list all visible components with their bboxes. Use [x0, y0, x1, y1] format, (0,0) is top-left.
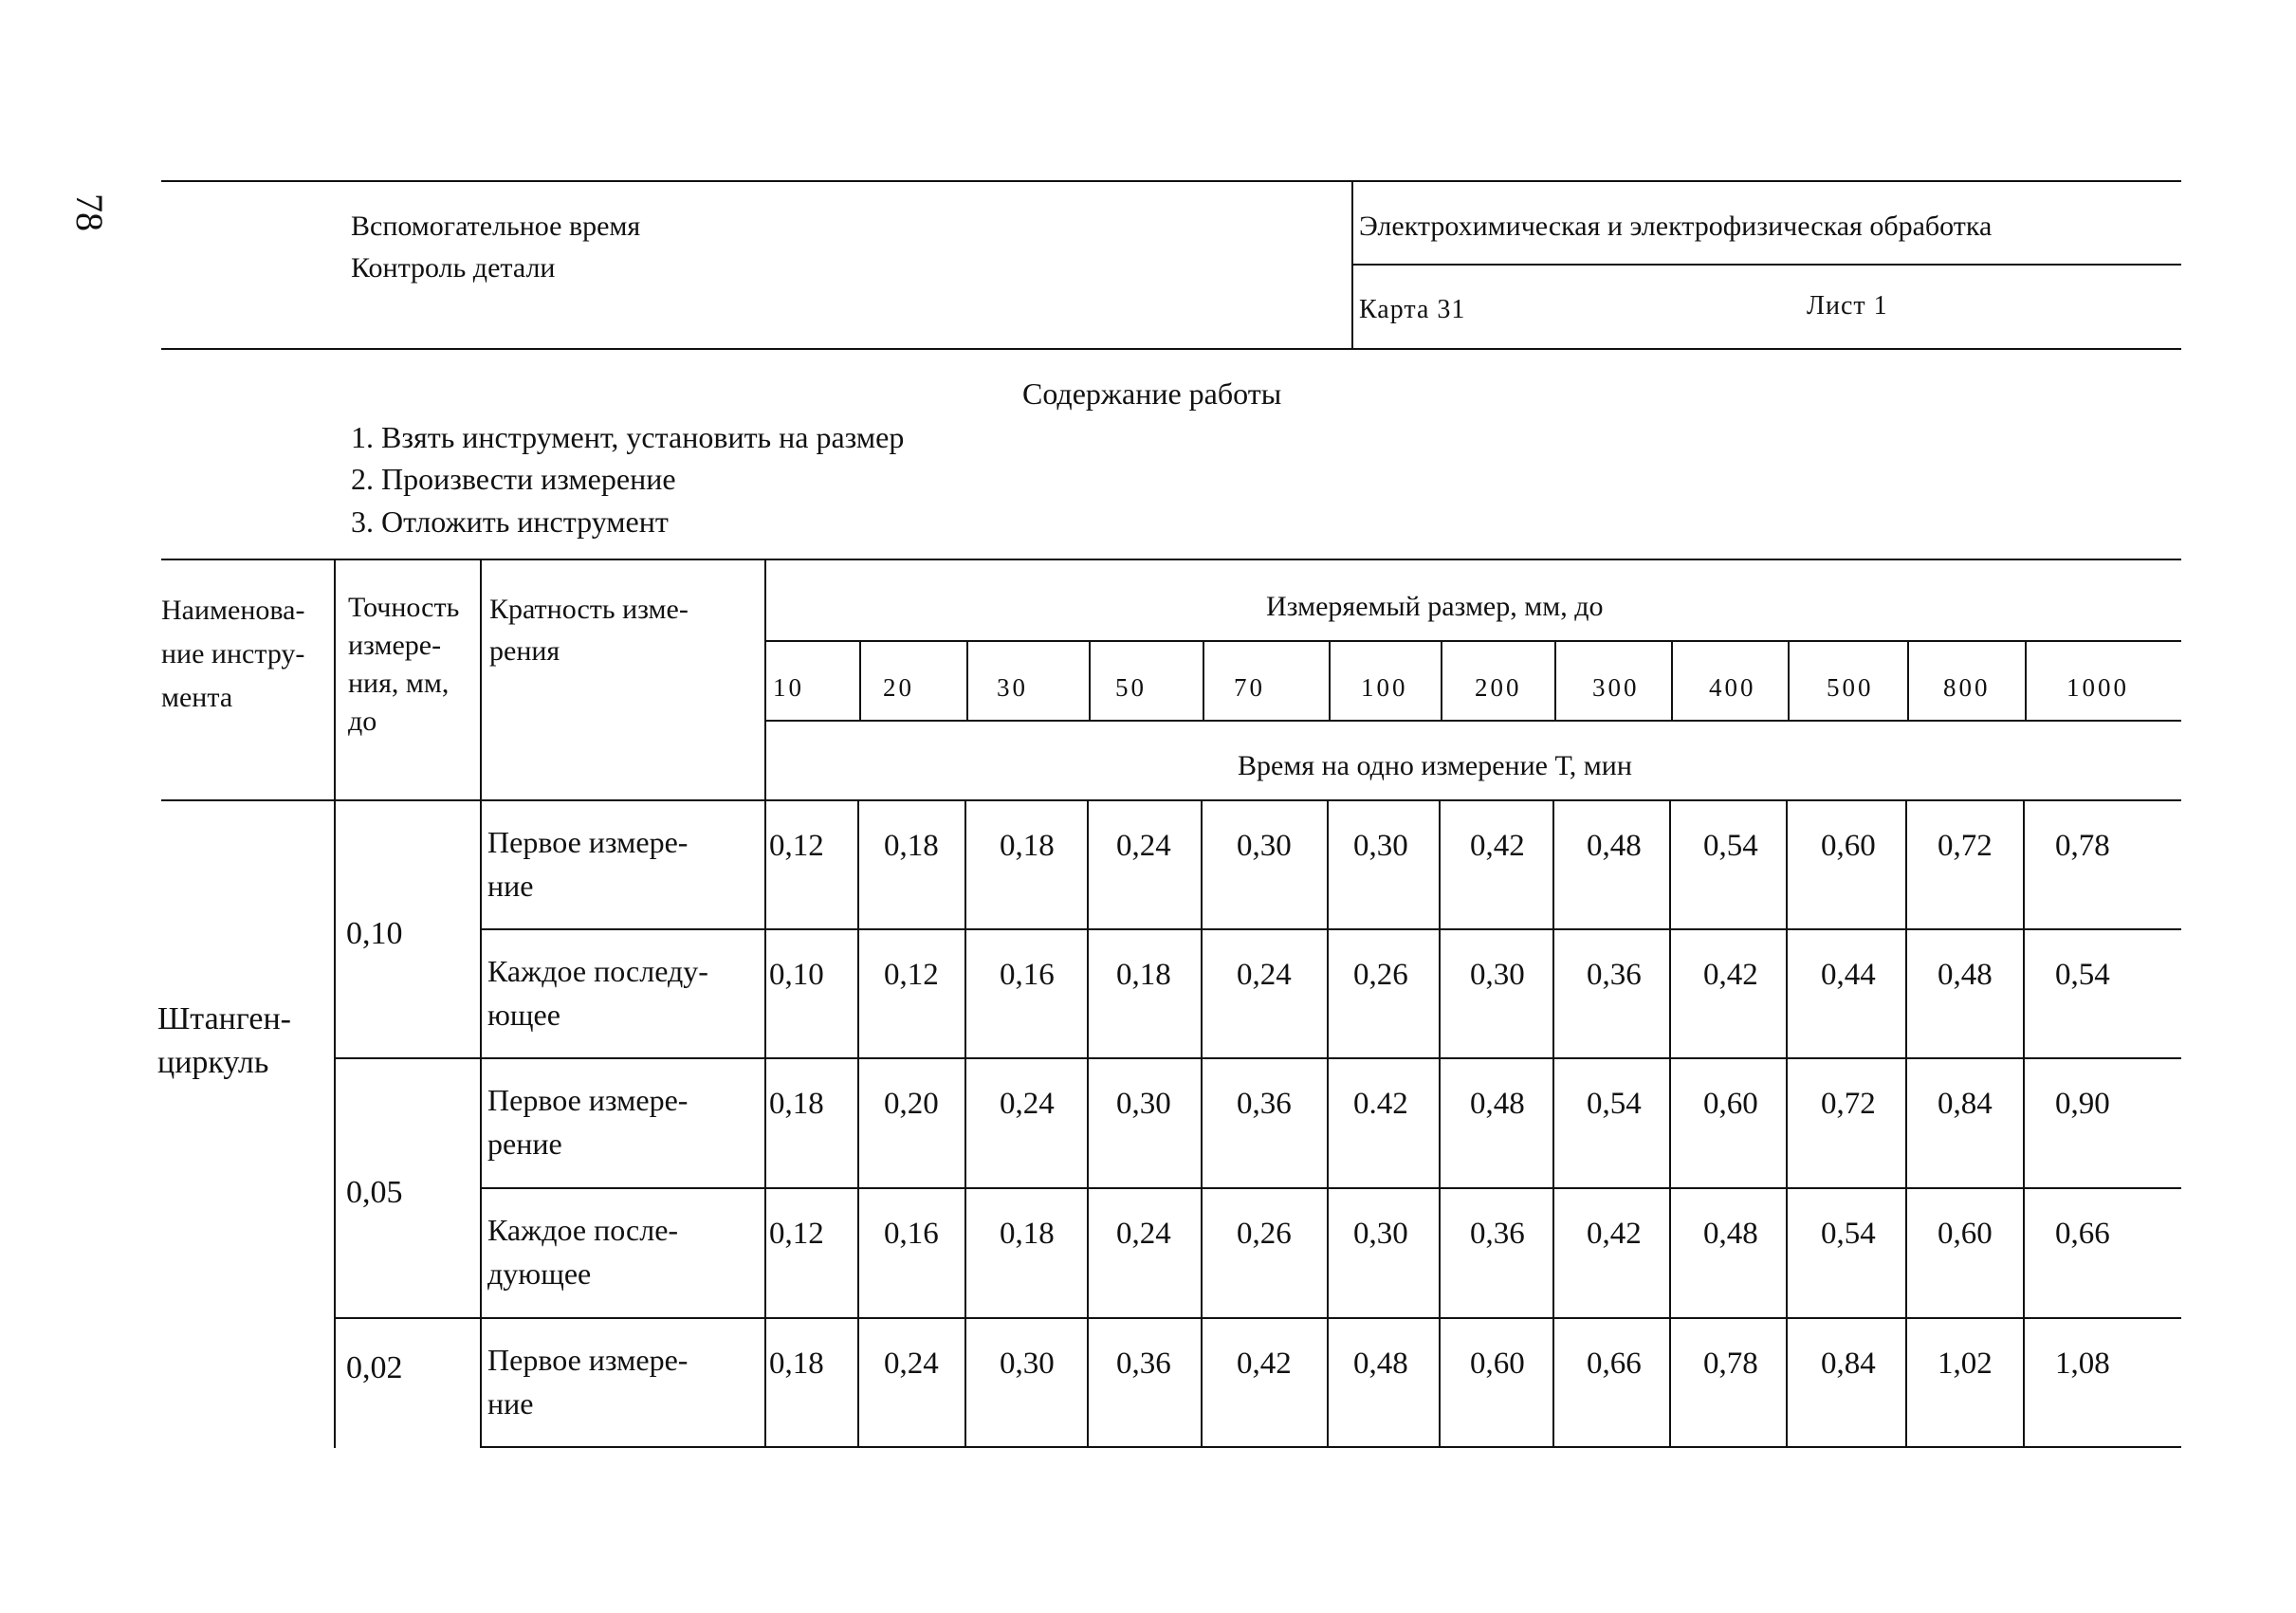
value-col-divider	[1552, 799, 1554, 930]
size-label: 20	[883, 673, 914, 702]
value-col-divider	[1439, 1057, 1441, 1188]
time-value: 0,24	[1000, 1087, 1055, 1121]
time-header: Время на одно измерение Т, мин	[1238, 750, 1632, 781]
table-header-bottom-rule	[161, 799, 2181, 801]
size-label: 300	[1592, 673, 1640, 702]
size-label: 1000	[2066, 673, 2129, 702]
value-col-divider	[1905, 1057, 1907, 1188]
value-col-divider	[1201, 799, 1203, 930]
time-value: 0,48	[1587, 829, 1642, 863]
value-col-divider	[1087, 799, 1089, 930]
time-value: 0,72	[1938, 829, 1993, 863]
size-col-divider	[1788, 640, 1790, 722]
time-value: 0,36	[1237, 1087, 1292, 1121]
size-col-divider	[966, 640, 968, 722]
col-header-multiplicity: Кратность изме- рения	[489, 594, 689, 667]
time-value: 0,42	[1470, 829, 1525, 863]
time-value: 0,66	[2055, 1217, 2110, 1251]
size-label: 800	[1943, 673, 1991, 702]
time-value: 0,26	[1237, 1217, 1292, 1251]
header-divider	[1351, 180, 1353, 350]
time-value: 0,48	[1938, 958, 1993, 992]
time-value: 0,36	[1470, 1217, 1525, 1251]
precision-0-05: 0,05	[346, 1175, 403, 1210]
row-label: Каждое после- дующее	[487, 1213, 679, 1291]
value-col-divider	[1786, 1317, 1788, 1448]
time-value: 0,54	[1587, 1087, 1642, 1121]
value-col-divider	[1201, 928, 1203, 1059]
col-header-tool: Наименова- ние инстру- мента	[161, 595, 305, 713]
time-value: 0,54	[1703, 829, 1758, 863]
value-col-divider	[857, 1187, 859, 1318]
time-value: 0,30	[1470, 958, 1525, 992]
page-number: 78	[68, 193, 111, 231]
value-col-divider	[1201, 1057, 1203, 1188]
work-content-title: Содержание работы	[1022, 376, 1282, 411]
value-col-divider	[1552, 1317, 1554, 1448]
value-col-divider	[2023, 1317, 2025, 1448]
sizes-top-rule	[766, 640, 2181, 642]
size-label: 70	[1234, 673, 1265, 702]
value-col-divider	[1905, 928, 1907, 1059]
time-value: 0,26	[1353, 958, 1408, 992]
size-col-divider	[1554, 640, 1556, 722]
size-col-divider	[1441, 640, 1442, 722]
work-step-1: 1. Взять инструмент, установить на размер	[351, 420, 905, 454]
time-value: 0,36	[1116, 1347, 1171, 1381]
header-section-title: Электрохимическая и электрофизическая обработка	[1359, 211, 1993, 242]
value-col-divider	[1552, 1187, 1554, 1318]
time-value: 0,90	[2055, 1087, 2110, 1121]
time-value: 0,10	[769, 958, 824, 992]
time-value: 0,18	[769, 1347, 824, 1381]
value-col-divider	[2023, 1057, 2025, 1188]
time-value: 0,78	[1703, 1347, 1758, 1381]
time-value: 0,12	[769, 829, 824, 863]
size-col-divider	[2025, 640, 2027, 722]
value-col-divider	[1669, 928, 1671, 1059]
value-col-divider	[1905, 1317, 1907, 1448]
time-value: 0,12	[769, 1217, 824, 1251]
value-col-divider	[1439, 799, 1441, 930]
time-value: 0,30	[1116, 1087, 1171, 1121]
value-col-divider	[1087, 1317, 1089, 1448]
size-label: 10	[773, 673, 804, 702]
time-value: 0,18	[1000, 1217, 1055, 1251]
time-value: 0,16	[1000, 958, 1055, 992]
row-label: Первое измере- рение	[487, 1083, 689, 1161]
row-label: Первое измере- ние	[487, 825, 689, 903]
table-bottom-rule	[482, 1446, 2181, 1448]
precision-0-02: 0,02	[346, 1350, 403, 1385]
value-col-divider	[1786, 1187, 1788, 1318]
value-col-divider	[2023, 799, 2025, 930]
value-col-divider	[2023, 928, 2025, 1059]
value-col-divider	[1201, 1317, 1203, 1448]
value-col-divider	[1087, 1187, 1089, 1318]
size-col-divider	[1329, 640, 1331, 722]
size-label: 200	[1475, 673, 1522, 702]
time-value: 0,30	[1237, 829, 1292, 863]
work-step-3: 3. Отложить инструмент	[351, 504, 669, 539]
value-col-divider	[964, 799, 966, 930]
value-col-divider	[1669, 1187, 1671, 1318]
value-col-divider	[1905, 1187, 1907, 1318]
time-value: 0,60	[1821, 829, 1876, 863]
header-top-rule	[161, 180, 2181, 182]
value-col-divider	[1669, 799, 1671, 930]
work-step-2: 2. Произвести измерение	[351, 462, 676, 496]
size-label: 100	[1361, 673, 1408, 702]
time-value: 0.42	[1353, 1087, 1408, 1121]
time-value: 0,18	[1000, 829, 1055, 863]
time-value: 0,84	[1938, 1087, 1993, 1121]
value-col-divider	[1201, 1187, 1203, 1318]
time-value: 0,18	[884, 829, 939, 863]
time-value: 0,24	[1237, 958, 1292, 992]
value-col-divider	[2023, 1187, 2025, 1318]
value-col-divider	[964, 1187, 966, 1318]
value-col-divider	[1327, 799, 1329, 930]
value-col-divider	[857, 799, 859, 930]
time-value: 0,16	[884, 1217, 939, 1251]
time-value: 0,66	[1587, 1347, 1642, 1381]
size-label: 30	[997, 673, 1028, 702]
size-col-divider	[1671, 640, 1673, 722]
value-col-divider	[857, 1057, 859, 1188]
time-value: 0,72	[1821, 1087, 1876, 1121]
header-card-number: Карта 31	[1359, 295, 1466, 324]
row-label: Каждое последу- ющее	[487, 954, 708, 1032]
value-col-divider	[1905, 799, 1907, 930]
value-col-divider	[1786, 928, 1788, 1059]
value-col-divider	[1786, 1057, 1788, 1188]
time-value: 0,30	[1000, 1347, 1055, 1381]
value-col-divider	[1552, 928, 1554, 1059]
value-col-divider	[1087, 1057, 1089, 1188]
value-col-divider	[1327, 1317, 1329, 1448]
col-header-precision: Точность измере- ния, мм, до	[348, 592, 460, 737]
size-col-divider	[1089, 640, 1091, 722]
time-value: 1,08	[2055, 1347, 2110, 1381]
time-value: 0,60	[1703, 1087, 1758, 1121]
value-col-divider	[1327, 1057, 1329, 1188]
time-value: 0,24	[884, 1347, 939, 1381]
tool-name: Штанген- циркуль	[157, 1001, 291, 1080]
table-top-rule	[161, 559, 2181, 560]
time-value: 0,42	[1237, 1347, 1292, 1381]
size-label: 50	[1115, 673, 1147, 702]
value-col-divider	[1786, 799, 1788, 930]
value-col-divider	[1552, 1057, 1554, 1188]
header-left-line1: Вспомогательное время	[351, 211, 641, 242]
value-col-divider	[857, 928, 859, 1059]
time-value: 0,30	[1353, 1217, 1408, 1251]
row3-bottom-rule	[482, 1187, 2181, 1189]
time-value: 0,54	[2055, 958, 2110, 992]
value-col-divider	[964, 1317, 966, 1448]
value-col-divider	[1439, 928, 1441, 1059]
time-value: 0,60	[1470, 1347, 1525, 1381]
size-label: 500	[1827, 673, 1874, 702]
time-value: 0,42	[1703, 958, 1758, 992]
value-col-divider	[1087, 928, 1089, 1059]
time-value: 0,78	[2055, 829, 2110, 863]
header-left-line2: Контроль детали	[351, 252, 556, 284]
time-value: 0,24	[1116, 829, 1171, 863]
size-col-divider	[859, 640, 861, 722]
time-value: 0,60	[1938, 1217, 1993, 1251]
time-value: 0,84	[1821, 1347, 1876, 1381]
time-value: 0,48	[1470, 1087, 1525, 1121]
time-value: 0,42	[1587, 1217, 1642, 1251]
time-value: 0,54	[1821, 1217, 1876, 1251]
value-col-divider	[1327, 928, 1329, 1059]
size-label: 400	[1709, 673, 1756, 702]
size-col-divider	[1203, 640, 1204, 722]
value-col-divider	[1327, 1187, 1329, 1318]
precision-0-10: 0,10	[346, 916, 403, 951]
header-right-mid-rule	[1351, 264, 2181, 266]
values-col-line	[764, 559, 766, 1448]
size-col-divider	[1907, 640, 1909, 722]
value-col-divider	[964, 928, 966, 1059]
time-value: 0,12	[884, 958, 939, 992]
time-value: 0,48	[1353, 1347, 1408, 1381]
time-value: 0,18	[769, 1087, 824, 1121]
value-col-divider	[1439, 1187, 1441, 1318]
value-col-divider	[1439, 1317, 1441, 1448]
size-header: Измеряемый размер, мм, до	[1266, 591, 1604, 622]
value-col-divider	[964, 1057, 966, 1188]
time-value: 0,24	[1116, 1217, 1171, 1251]
value-col-divider	[1669, 1317, 1671, 1448]
header-sheet-number: Лист 1	[1807, 291, 1888, 321]
value-col-divider	[857, 1317, 859, 1448]
header-bottom-rule	[161, 348, 2181, 350]
row1-bottom-rule	[482, 928, 2181, 930]
time-value: 1,02	[1938, 1347, 1993, 1381]
value-col-divider	[1669, 1057, 1671, 1188]
multiplicity-col-line	[480, 559, 482, 1448]
time-value: 0,44	[1821, 958, 1876, 992]
time-value: 0,36	[1587, 958, 1642, 992]
row-label: Первое измере- ние	[487, 1343, 689, 1421]
time-value: 0,48	[1703, 1217, 1758, 1251]
precision-col-line	[334, 559, 336, 1448]
time-value: 0,18	[1116, 958, 1171, 992]
time-value: 0,20	[884, 1087, 939, 1121]
sizes-bottom-rule	[766, 720, 2181, 722]
time-value: 0,30	[1353, 829, 1408, 863]
